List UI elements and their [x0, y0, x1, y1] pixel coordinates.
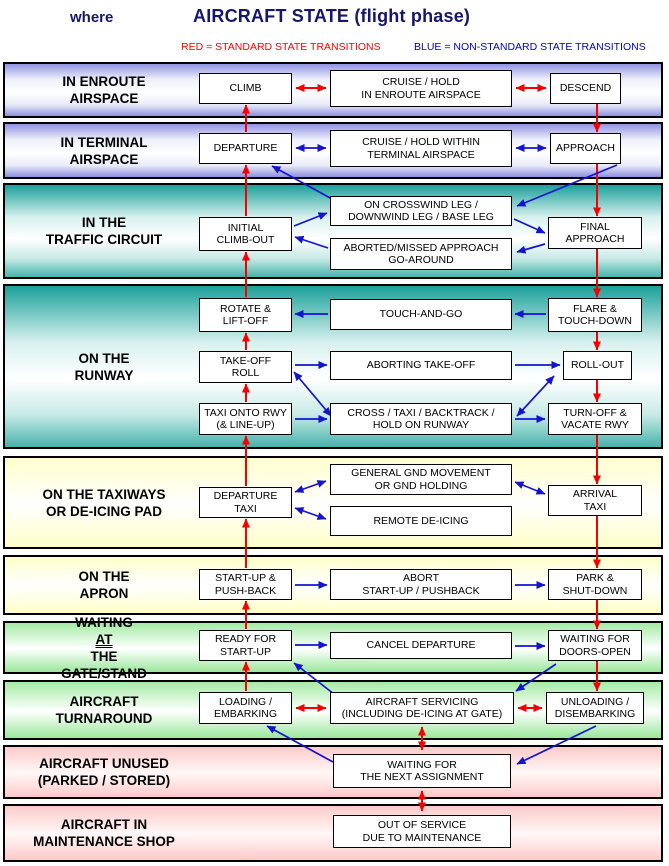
state-text: UNLOADING /	[560, 695, 630, 708]
state-box-abort-start-up	[330, 569, 512, 600]
state-box-waiting-next-assignment	[333, 754, 511, 788]
state-text: PARK &	[576, 572, 614, 584]
band-label	[11, 747, 197, 797]
state-box-out-of-service	[333, 815, 511, 848]
band-label-line: AIRCRAFT	[69, 694, 139, 709]
state-text: SHUT-DOWN	[562, 584, 628, 597]
state-text: TOUCH-DOWN	[558, 315, 632, 327]
state-box-remote-de-icing	[330, 506, 512, 536]
state-text: START-UP	[220, 645, 271, 658]
band-label-line: IN ENROUTE	[62, 74, 146, 89]
band-label	[11, 124, 197, 177]
band-label-line: IN THE	[81, 215, 127, 230]
state-box-ready-for-start-up	[199, 630, 292, 661]
state-text: INITIAL	[227, 221, 264, 234]
state-text: ARRIVAL	[572, 488, 618, 500]
state-text: DISEMBARKING	[554, 708, 636, 720]
state-text: THE NEXT ASSIGNMENT	[360, 771, 484, 783]
state-box-roll-out	[563, 351, 632, 380]
state-box-cruise-hold-terminal	[330, 130, 512, 167]
band-label-line: APRON	[79, 586, 129, 601]
band-label	[11, 64, 197, 116]
state-text: START-UP &	[215, 572, 276, 584]
band-label	[11, 682, 197, 738]
band-label-line: RUNWAY	[74, 367, 134, 383]
state-box-cancel-departure	[330, 632, 512, 659]
state-box-arrival-taxi	[548, 485, 642, 516]
band-label-word: THE	[90, 648, 118, 664]
state-text: ABORTING TAKE-OFF	[366, 359, 476, 372]
band-label-line	[75, 614, 133, 665]
band-label-line: IN TERMINAL	[60, 134, 148, 150]
state-box-initial-climb-out	[199, 217, 292, 251]
state-text: CRUISE / HOLD	[382, 76, 460, 88]
state-text: CLIMB-OUT	[216, 234, 275, 246]
state-text: TERMINAL AIRSPACE	[367, 148, 475, 161]
state-box-waiting-doors-open	[548, 630, 642, 661]
state-text: START-UP / PUSHBACK	[362, 584, 480, 597]
state-text: DOWNWIND LEG / BASE LEG	[348, 211, 494, 223]
band-label-word-underlined: AT	[95, 631, 113, 647]
state-text: EMBARKING	[213, 708, 277, 720]
state-box-cross-taxi-hold	[330, 403, 512, 435]
state-text: TOUCH-AND-GO	[379, 308, 463, 321]
state-text: REMOTE DE-ICING	[373, 514, 469, 527]
state-text: TAXI	[583, 500, 607, 513]
state-text: PUSH-BACK	[214, 584, 277, 597]
state-text: DEPARTURE	[213, 142, 278, 155]
state-text: CROSS / TAXI / BACKTRACK /	[347, 406, 495, 419]
state-text: APPROACH	[556, 142, 615, 155]
state-box-unloading-disembarking	[546, 692, 644, 724]
state-text: TAKE-OFF	[219, 354, 272, 367]
state-text: WAITING FOR	[560, 633, 630, 645]
band-label-line: ON THE	[78, 350, 130, 366]
band-label-line: OR DE-ICING PAD	[45, 503, 162, 519]
state-box-take-off-roll	[199, 351, 292, 383]
state-box-rotate-lift-off	[199, 298, 292, 332]
state-text: TAXI	[234, 502, 257, 515]
state-text: LIFT-OFF	[222, 315, 269, 327]
state-text: ROLL	[231, 367, 260, 379]
state-box-climb	[199, 73, 292, 104]
state-box-aircraft-servicing	[330, 692, 514, 724]
state-text: DUE TO MAINTENANCE	[362, 831, 482, 844]
state-text: ABORT	[403, 572, 439, 584]
state-box-aborting-take-off	[330, 351, 512, 380]
state-box-flare-touch-down	[548, 298, 642, 332]
state-text: DOORS-OPEN	[559, 645, 631, 658]
state-text: HOLD ON RUNWAY	[372, 419, 470, 431]
state-text: TURN-OFF &	[563, 406, 627, 419]
state-box-park-shut-down	[548, 569, 642, 600]
band-label	[11, 286, 197, 447]
band-label	[11, 458, 197, 547]
state-box-general-gnd-movement	[330, 464, 512, 495]
state-text: READY FOR	[214, 633, 277, 645]
legend-standard-transitions: RED = STANDARD STATE TRANSITIONS	[181, 41, 381, 53]
band-label	[11, 614, 197, 681]
state-text: IN ENROUTE AIRSPACE	[361, 88, 481, 101]
band-label-line: GATE/STAND	[61, 665, 147, 681]
state-box-final-approach	[548, 217, 642, 249]
band-label-line: TRAFFIC CIRCUIT	[45, 232, 163, 247]
state-text: FLARE &	[573, 302, 617, 315]
state-box-departure-taxi	[199, 487, 292, 518]
band-label-line: MAINTENANCE SHOP	[33, 834, 175, 849]
state-box-crosswind-downwind-base	[330, 196, 512, 226]
state-text: GO-AROUND	[388, 254, 454, 266]
page-title: AIRCRAFT STATE (flight phase)	[193, 6, 471, 26]
band-label-line: ON THE	[78, 569, 130, 584]
state-box-start-up-push-back	[199, 569, 292, 600]
state-text: TAXI ONTO RWY	[204, 406, 287, 419]
state-box-loading-embarking	[199, 692, 292, 724]
state-text: VACATE RWY	[561, 419, 629, 431]
band-label	[11, 557, 197, 613]
state-text: ABORTED/MISSED APPROACH	[343, 241, 499, 254]
state-text: ON CROSSWIND LEG /	[364, 198, 478, 211]
state-text: FINAL	[580, 220, 610, 233]
state-box-taxi-onto-rwy	[199, 403, 292, 435]
state-text: (INCLUDING DE-ICING AT GATE)	[341, 708, 503, 720]
title-prefix: where	[70, 9, 114, 26]
state-box-cruise-hold-enroute	[330, 70, 512, 107]
band-label-line: AIRCRAFT IN	[60, 817, 148, 832]
state-text: OUT OF SERVICE	[377, 819, 467, 831]
legend-non-standard-transitions: BLUE = NON-STANDARD STATE TRANSITIONS	[414, 41, 646, 53]
band-label-line: TURNAROUND	[55, 711, 153, 726]
state-text: AIRCRAFT SERVICING	[365, 695, 479, 708]
state-text: CRUISE / HOLD WITHIN	[362, 136, 480, 148]
state-text: (& LINE-UP)	[216, 419, 275, 431]
state-text: ROLL-OUT	[570, 359, 625, 372]
state-text: CANCEL DEPARTURE	[366, 639, 476, 652]
state-text: LOADING /	[218, 695, 273, 708]
state-text: WAITING FOR	[387, 758, 457, 771]
state-box-descend	[550, 73, 621, 104]
state-text: DEPARTURE	[213, 490, 278, 502]
state-text: ROTATE &	[220, 302, 271, 315]
band-label-word: WAITING	[75, 614, 133, 630]
band-label-line: AIRSPACE	[69, 91, 139, 106]
state-box-touch-and-go	[330, 299, 512, 330]
state-box-departure	[199, 133, 292, 164]
state-box-approach	[550, 133, 621, 164]
state-text: DESCEND	[559, 82, 612, 95]
state-text: APPROACH	[565, 233, 625, 245]
band-label-line: (PARKED / STORED)	[37, 773, 171, 788]
state-text: GENERAL GND MOVEMENT	[351, 467, 491, 479]
state-text: CLIMB	[229, 82, 262, 95]
band-label-line: AIRCRAFT UNUSED	[39, 756, 169, 771]
state-text: OR GND HOLDING	[374, 479, 468, 492]
state-box-turn-off-vacate	[548, 403, 642, 435]
band-label-line: AIRSPACE	[69, 151, 139, 167]
band-label	[11, 806, 197, 860]
band-label	[11, 185, 197, 277]
state-box-aborted-missed-go-around	[330, 238, 512, 270]
band-label-line: ON THE TAXIWAYS	[42, 486, 166, 502]
